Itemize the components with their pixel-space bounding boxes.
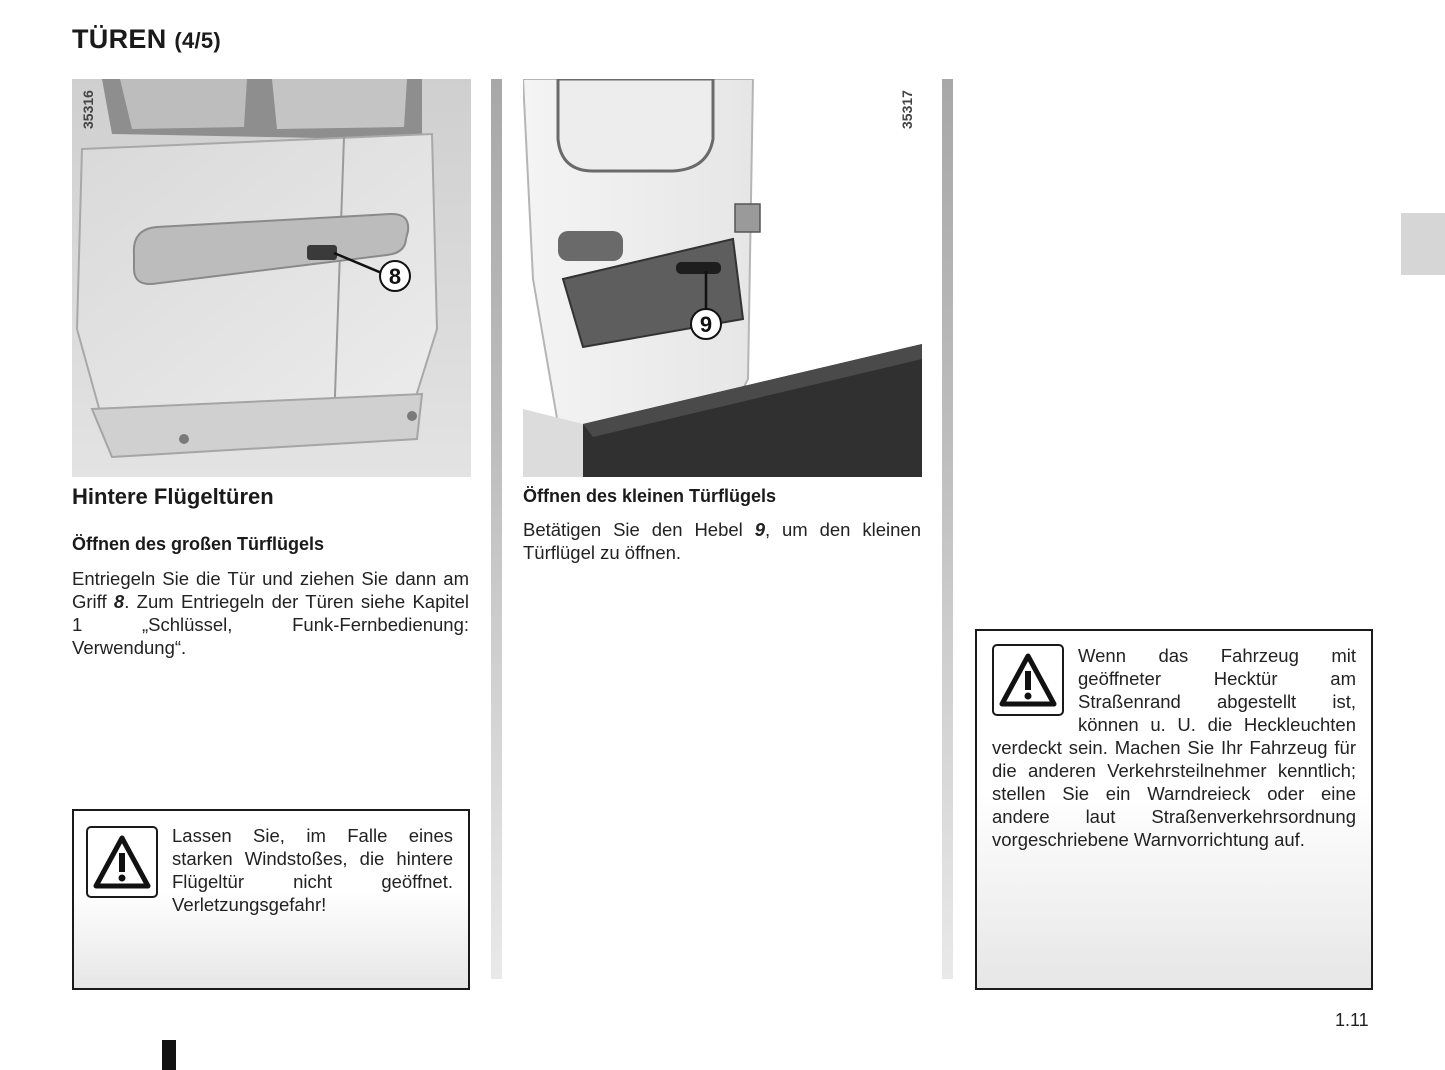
figure-rear-doors <box>72 79 471 477</box>
paragraph-large-door: Entriegeln Sie die Tür und ziehen Sie dann am Griff 8. Zum Entriegeln der Türen siehe Kapitel 1 „Schlüssel, Funk-Fernbedienung: Verwendung“. <box>72 568 470 658</box>
page-title-main: TÜREN <box>72 24 167 54</box>
chapter-tab <box>1401 213 1445 275</box>
figure-number: 35316 <box>80 90 96 129</box>
warning-text-wind: Lassen Sie, im Falle eines starken Windstoßes, die hintere Flügeltür nicht geöffnet. Verletzungsgefahr! <box>172 825 453 915</box>
rear-doors-illustration <box>72 79 471 477</box>
callout-lever-9: 9 <box>699 312 713 337</box>
column-divider-left <box>491 79 502 979</box>
callout-handle-8: 8 <box>388 264 402 289</box>
subheading-small-door: Öffnen des kleinen Türflügels <box>523 486 777 506</box>
figure-small-door <box>523 79 922 477</box>
column-divider-right <box>942 79 953 979</box>
section-heading: Hintere Flügeltüren <box>72 484 274 509</box>
page-title-part: (4/5) <box>174 28 222 53</box>
figure-number: 35317 <box>899 90 915 129</box>
subheading-large-door: Öffnen des großen Türflügels <box>72 534 325 554</box>
warning-box-wind <box>72 809 470 990</box>
print-mark <box>162 1040 176 1070</box>
warning-triangle-icon <box>992 644 1064 716</box>
warning-box-taillights <box>975 629 1373 990</box>
warning-triangle-icon <box>86 826 158 898</box>
page-title <box>72 24 221 55</box>
paragraph-small-door: Betätigen Sie den Hebel 9, um den kleinen Türflügel zu öffnen. <box>523 519 921 563</box>
small-door-illustration <box>523 79 922 477</box>
page-number: 1.11 <box>1335 1010 1369 1030</box>
warning-text-taillights: Wenn das Fahrzeug mit geöffneter Hecktür am Straßenrand abgestellt ist, können u. U. die Heckleuchten verdeckt sein. Machen Sie Ihr Fahrzeug für die anderen Verkehrsteilnehmer kenntlich; stellen Sie ein Warndreieck oder eine andere laut Straßenverkehrsordnung vorgeschriebene Warnvorrichtung auf. <box>992 645 1356 850</box>
